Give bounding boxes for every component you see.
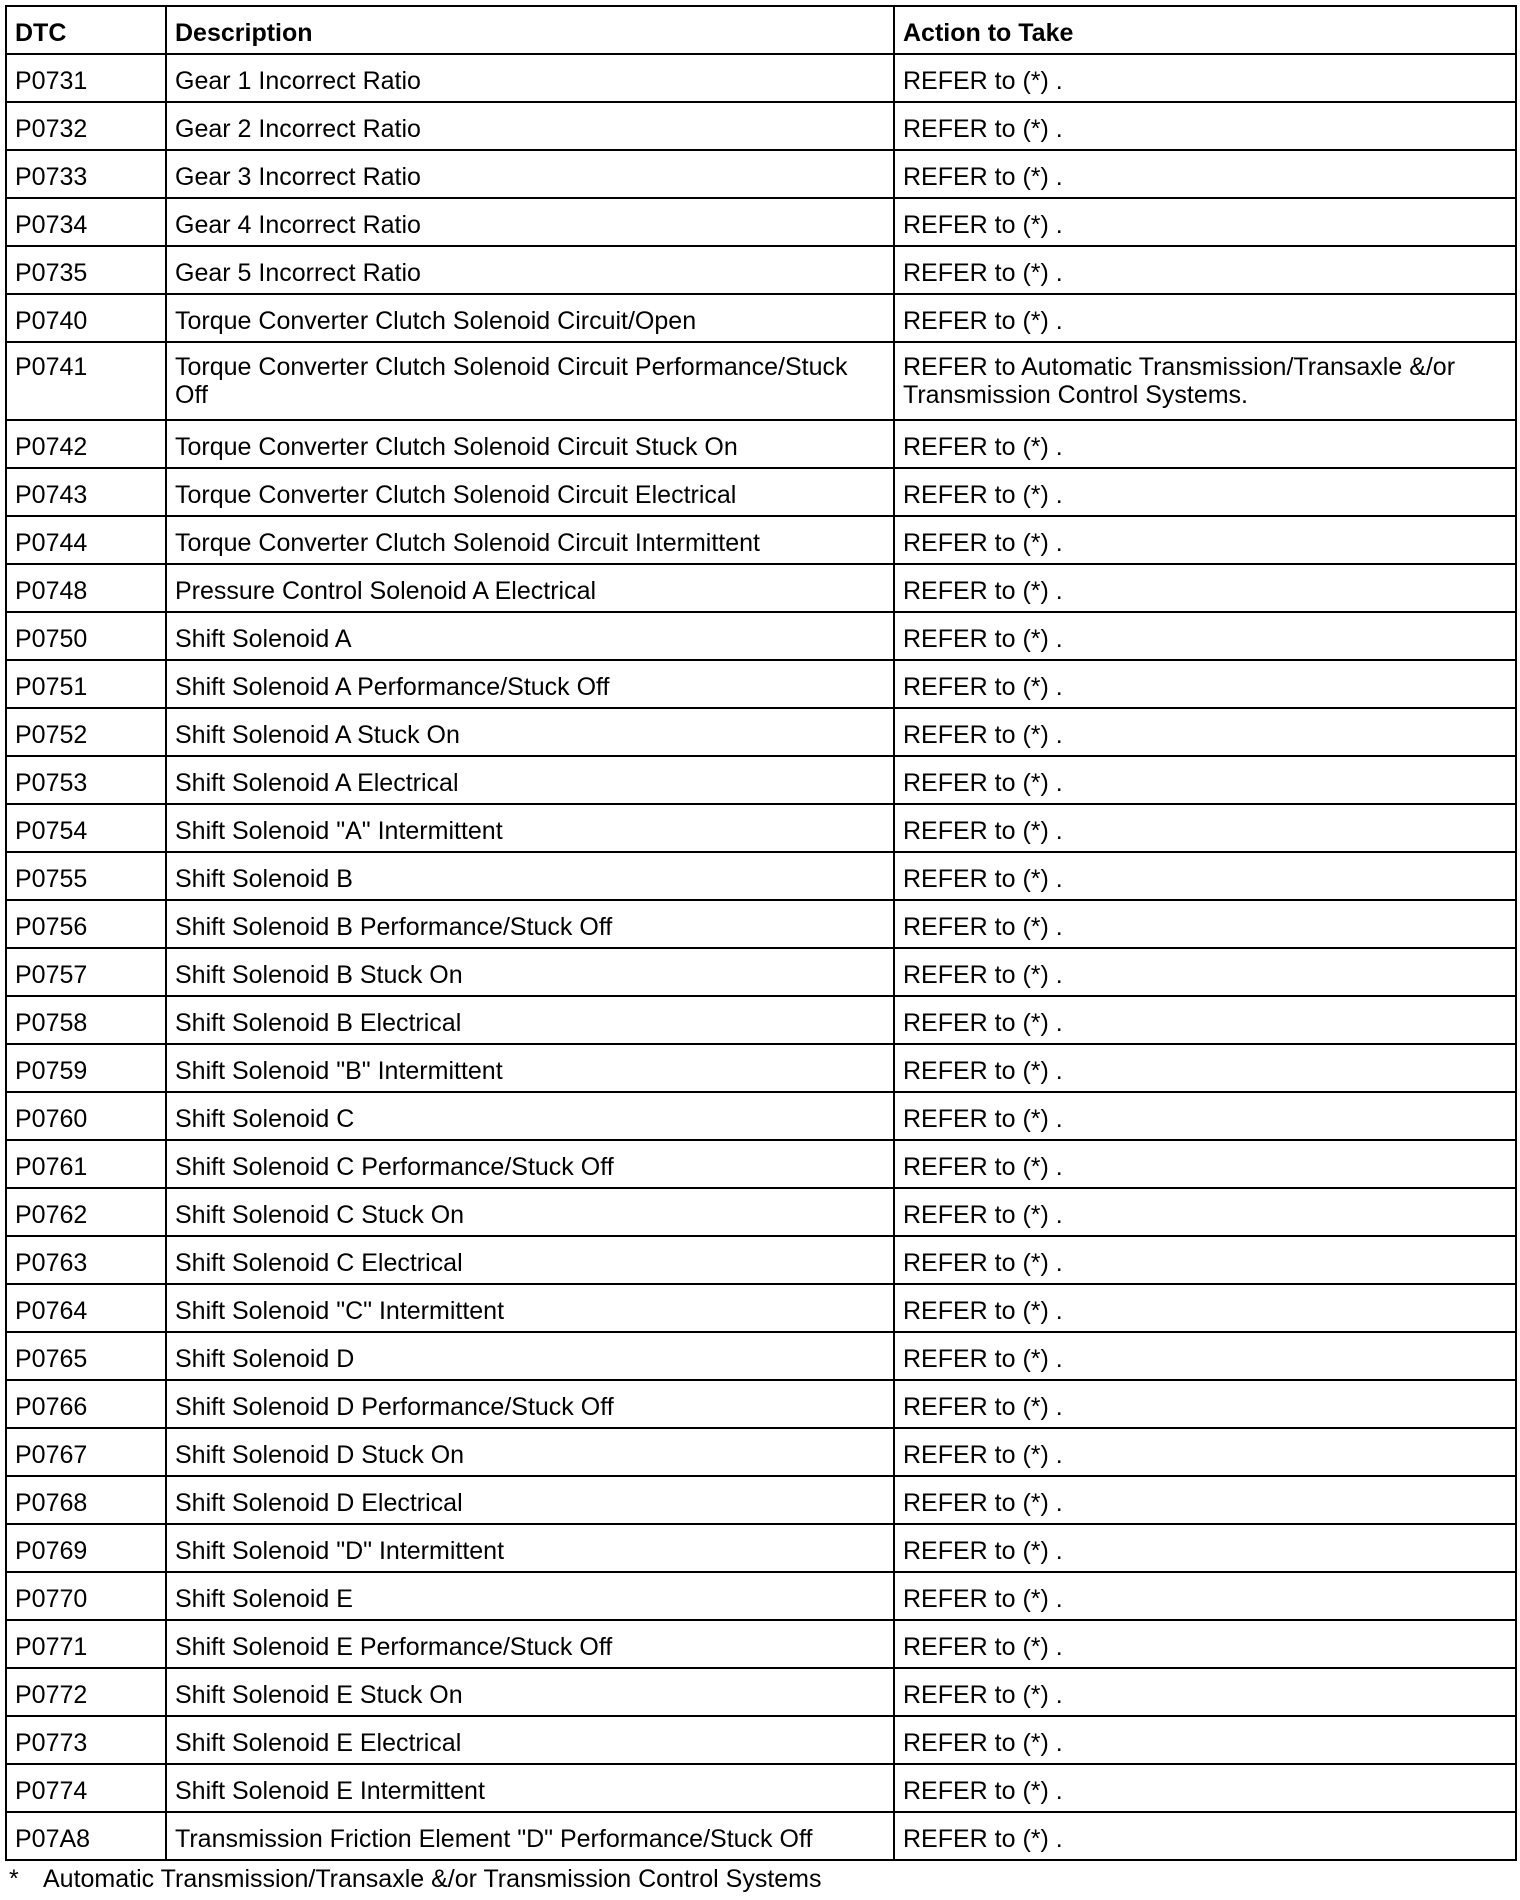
action-cell: REFER to (*) .	[894, 1716, 1516, 1764]
table-row	[6, 708, 1516, 756]
action-cell: REFER to (*) .	[894, 564, 1516, 612]
header-action: Action to Take	[894, 6, 1516, 54]
table-header-row	[6, 6, 1516, 54]
action-cell: REFER to (*) .	[894, 996, 1516, 1044]
table-row	[6, 102, 1516, 150]
description-cell: Shift Solenoid D Electrical	[166, 1476, 894, 1524]
action-cell: REFER to (*) .	[894, 1284, 1516, 1332]
dtc-cell: P0774	[6, 1764, 166, 1812]
dtc-cell: P0767	[6, 1428, 166, 1476]
table-row	[6, 516, 1516, 564]
description-cell: Shift Solenoid D	[166, 1332, 894, 1380]
table-row	[6, 1380, 1516, 1428]
dtc-cell: P0765	[6, 1332, 166, 1380]
dtc-cell: P0748	[6, 564, 166, 612]
description-cell: Shift Solenoid "D" Intermittent	[166, 1524, 894, 1572]
dtc-cell: P0770	[6, 1572, 166, 1620]
description-cell: Shift Solenoid "A" Intermittent	[166, 804, 894, 852]
table-row	[6, 612, 1516, 660]
action-cell: REFER to (*) .	[894, 1476, 1516, 1524]
table-row	[6, 1284, 1516, 1332]
action-cell: REFER to (*) .	[894, 1044, 1516, 1092]
action-cell: REFER to (*) .	[894, 756, 1516, 804]
table-row	[6, 1236, 1516, 1284]
description-cell: Shift Solenoid C Stuck On	[166, 1188, 894, 1236]
table-row	[6, 1428, 1516, 1476]
table-row	[6, 1572, 1516, 1620]
action-cell: REFER to (*) .	[894, 1428, 1516, 1476]
table-row	[6, 150, 1516, 198]
action-cell: REFER to (*) .	[894, 1092, 1516, 1140]
description-cell: Torque Converter Clutch Solenoid Circuit Stuck On	[166, 420, 894, 468]
description-cell: Shift Solenoid B Electrical	[166, 996, 894, 1044]
description-cell: Shift Solenoid A	[166, 612, 894, 660]
action-cell: REFER to (*) .	[894, 1764, 1516, 1812]
table-row	[6, 948, 1516, 996]
table-row	[6, 198, 1516, 246]
table-row	[6, 294, 1516, 342]
table-row	[6, 1764, 1516, 1812]
description-cell: Torque Converter Clutch Solenoid Circuit Intermittent	[166, 516, 894, 564]
action-cell: REFER to (*) .	[894, 1572, 1516, 1620]
table-row	[6, 1188, 1516, 1236]
description-cell: Shift Solenoid C	[166, 1092, 894, 1140]
description-cell: Shift Solenoid C Performance/Stuck Off	[166, 1140, 894, 1188]
table-row	[6, 804, 1516, 852]
description-cell: Gear 2 Incorrect Ratio	[166, 102, 894, 150]
dtc-cell: P0768	[6, 1476, 166, 1524]
action-cell: REFER to (*) .	[894, 198, 1516, 246]
description-cell: Shift Solenoid B Performance/Stuck Off	[166, 900, 894, 948]
dtc-cell: P0731	[6, 54, 166, 102]
action-cell: REFER to (*) .	[894, 708, 1516, 756]
dtc-cell: P07A8	[6, 1812, 166, 1860]
table-row	[6, 900, 1516, 948]
dtc-cell: P0740	[6, 294, 166, 342]
description-cell: Shift Solenoid A Electrical	[166, 756, 894, 804]
header-dtc: DTC	[6, 6, 166, 54]
action-cell: REFER to (*) .	[894, 102, 1516, 150]
dtc-cell: P0761	[6, 1140, 166, 1188]
action-cell: REFER to (*) .	[894, 1332, 1516, 1380]
description-cell: Shift Solenoid B	[166, 852, 894, 900]
table-row	[6, 1668, 1516, 1716]
description-cell: Shift Solenoid E Performance/Stuck Off	[166, 1620, 894, 1668]
dtc-cell: P0751	[6, 660, 166, 708]
description-cell: Shift Solenoid E Stuck On	[166, 1668, 894, 1716]
table-row	[6, 1524, 1516, 1572]
table-row	[6, 1332, 1516, 1380]
action-cell: REFER to (*) .	[894, 1812, 1516, 1860]
table-row	[6, 1716, 1516, 1764]
description-cell: Gear 3 Incorrect Ratio	[166, 150, 894, 198]
dtc-cell: P0756	[6, 900, 166, 948]
table-row	[6, 420, 1516, 468]
action-cell: REFER to (*) .	[894, 1140, 1516, 1188]
description-cell: Gear 1 Incorrect Ratio	[166, 54, 894, 102]
dtc-cell: P0752	[6, 708, 166, 756]
dtc-cell: P0753	[6, 756, 166, 804]
description-cell: Torque Converter Clutch Solenoid Circuit Performance/Stuck Off	[166, 342, 894, 420]
action-cell: REFER to (*) .	[894, 804, 1516, 852]
description-cell: Shift Solenoid A Stuck On	[166, 708, 894, 756]
description-cell: Shift Solenoid E Intermittent	[166, 1764, 894, 1812]
table-row	[6, 756, 1516, 804]
action-cell: REFER to (*) .	[894, 612, 1516, 660]
dtc-document	[5, 5, 1515, 1895]
dtc-cell: P0734	[6, 198, 166, 246]
action-cell: REFER to (*) .	[894, 1668, 1516, 1716]
action-cell: REFER to (*) .	[894, 948, 1516, 996]
description-cell: Shift Solenoid B Stuck On	[166, 948, 894, 996]
dtc-cell: P0772	[6, 1668, 166, 1716]
description-cell: Shift Solenoid "B" Intermittent	[166, 1044, 894, 1092]
dtc-cell: P0763	[6, 1236, 166, 1284]
description-cell: Shift Solenoid D Performance/Stuck Off	[166, 1380, 894, 1428]
dtc-cell: P0743	[6, 468, 166, 516]
dtc-cell: P0744	[6, 516, 166, 564]
dtc-cell: P0773	[6, 1716, 166, 1764]
dtc-cell: P0769	[6, 1524, 166, 1572]
table-row	[6, 1476, 1516, 1524]
action-cell: REFER to (*) .	[894, 1380, 1516, 1428]
action-cell: REFER to (*) .	[894, 294, 1516, 342]
action-cell: REFER to (*) .	[894, 1236, 1516, 1284]
table-row	[6, 1140, 1516, 1188]
dtc-table	[5, 5, 1517, 1861]
dtc-cell: P0742	[6, 420, 166, 468]
table-row	[6, 342, 1516, 420]
action-cell: REFER to (*) .	[894, 468, 1516, 516]
table-body	[6, 54, 1516, 1860]
dtc-cell: P0755	[6, 852, 166, 900]
action-cell: REFER to Automatic Transmission/Transaxle &/or Transmission Control Systems.	[894, 342, 1516, 420]
table-row	[6, 1044, 1516, 1092]
dtc-cell: P0764	[6, 1284, 166, 1332]
footnote-text: Automatic Transmission/Transaxle &/or Transmission Control Systems	[43, 1865, 822, 1893]
description-cell: Shift Solenoid C Electrical	[166, 1236, 894, 1284]
description-cell: Gear 5 Incorrect Ratio	[166, 246, 894, 294]
footnote	[5, 1863, 1515, 1895]
dtc-cell: P0750	[6, 612, 166, 660]
dtc-cell: P0759	[6, 1044, 166, 1092]
table-row	[6, 1092, 1516, 1140]
description-cell: Transmission Friction Element "D" Performance/Stuck Off	[166, 1812, 894, 1860]
description-cell: Shift Solenoid A Performance/Stuck Off	[166, 660, 894, 708]
description-cell: Pressure Control Solenoid A Electrical	[166, 564, 894, 612]
dtc-cell: P0758	[6, 996, 166, 1044]
description-cell: Gear 4 Incorrect Ratio	[166, 198, 894, 246]
dtc-cell: P0771	[6, 1620, 166, 1668]
dtc-cell: P0757	[6, 948, 166, 996]
action-cell: REFER to (*) .	[894, 150, 1516, 198]
description-cell: Torque Converter Clutch Solenoid Circuit/Open	[166, 294, 894, 342]
table-row	[6, 564, 1516, 612]
action-cell: REFER to (*) .	[894, 1620, 1516, 1668]
dtc-cell: P0741	[6, 342, 166, 420]
action-cell: REFER to (*) .	[894, 900, 1516, 948]
action-cell: REFER to (*) .	[894, 1524, 1516, 1572]
footnote-mark: *	[9, 1865, 19, 1893]
table-row	[6, 660, 1516, 708]
description-cell: Torque Converter Clutch Solenoid Circuit Electrical	[166, 468, 894, 516]
action-cell: REFER to (*) .	[894, 246, 1516, 294]
action-cell: REFER to (*) .	[894, 54, 1516, 102]
description-cell: Shift Solenoid E Electrical	[166, 1716, 894, 1764]
dtc-cell: P0754	[6, 804, 166, 852]
table-row	[6, 1812, 1516, 1860]
dtc-cell: P0732	[6, 102, 166, 150]
dtc-cell: P0733	[6, 150, 166, 198]
description-cell: Shift Solenoid E	[166, 1572, 894, 1620]
action-cell: REFER to (*) .	[894, 660, 1516, 708]
action-cell: REFER to (*) .	[894, 852, 1516, 900]
dtc-cell: P0766	[6, 1380, 166, 1428]
action-cell: REFER to (*) .	[894, 1188, 1516, 1236]
table-row	[6, 996, 1516, 1044]
action-cell: REFER to (*) .	[894, 420, 1516, 468]
table-row	[6, 54, 1516, 102]
dtc-cell: P0762	[6, 1188, 166, 1236]
table-row	[6, 852, 1516, 900]
action-cell: REFER to (*) .	[894, 516, 1516, 564]
dtc-cell: P0760	[6, 1092, 166, 1140]
table-row	[6, 246, 1516, 294]
dtc-cell: P0735	[6, 246, 166, 294]
header-description: Description	[166, 6, 894, 54]
description-cell: Shift Solenoid D Stuck On	[166, 1428, 894, 1476]
description-cell: Shift Solenoid "C" Intermittent	[166, 1284, 894, 1332]
table-row	[6, 468, 1516, 516]
table-row	[6, 1620, 1516, 1668]
